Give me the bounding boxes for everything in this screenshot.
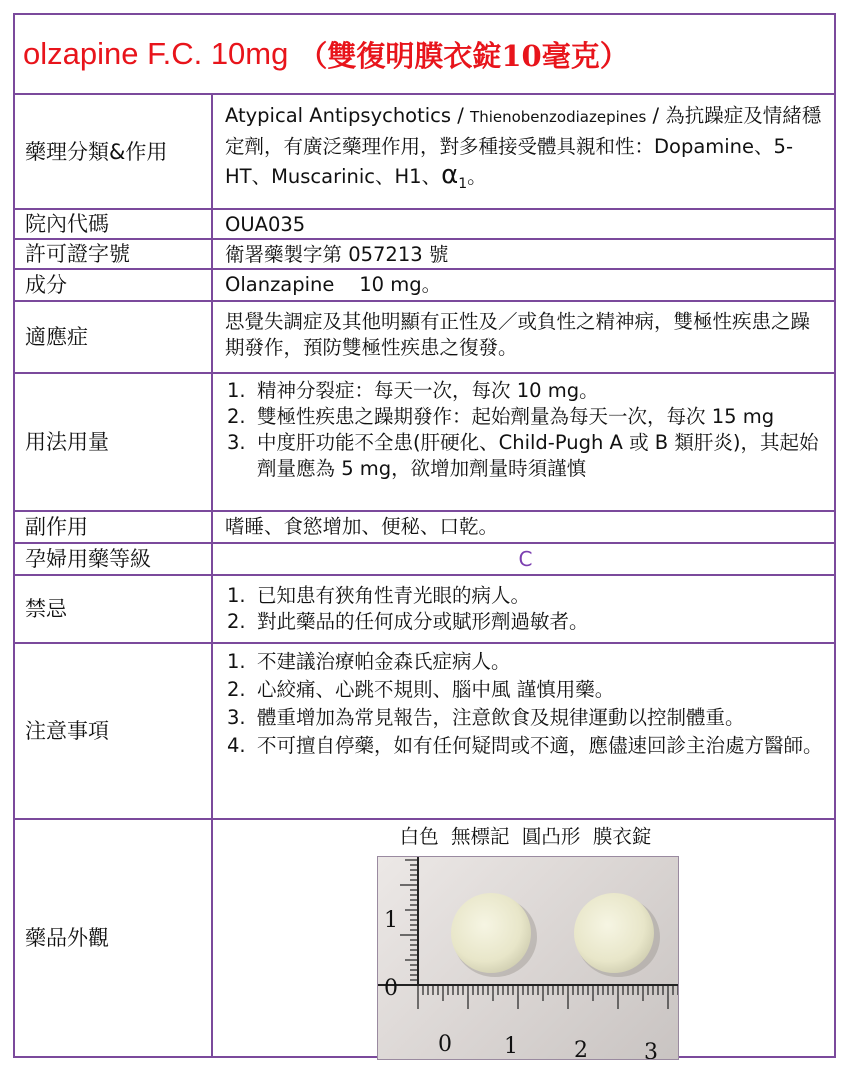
label-side-effects: 副作用 [15, 512, 213, 542]
row-license [15, 238, 834, 268]
label-precautions: 注意事項 [15, 644, 213, 818]
alpha-subscript: 1 [458, 175, 468, 192]
label-ingredient: 成分 [15, 270, 213, 300]
alpha-symbol: α [441, 160, 459, 190]
ruler-graphic [378, 857, 679, 1060]
list-item: 4. 不可擅自停藥，如有任何疑問或不適，應儘速回診主治處方醫師。 [227, 734, 823, 757]
title-row [15, 15, 834, 93]
value-precautions [215, 644, 834, 818]
value-contraindications [215, 576, 834, 642]
row-contraindications [15, 574, 834, 642]
dosage-list [225, 378, 826, 482]
precautions-list [225, 648, 826, 760]
ruler-v-label-0: 0 [384, 976, 398, 1001]
label-indication: 適應症 [15, 302, 213, 372]
ruler-h-label-2: 2 [574, 1038, 588, 1060]
row-dosage [15, 372, 834, 510]
row-appearance [15, 818, 834, 1060]
tablet-2 [574, 893, 654, 973]
row-ingredient [15, 268, 834, 300]
pharm-subclass: Thienobenzodiazepines [470, 108, 647, 126]
row-code [15, 208, 834, 238]
appearance-caption: 白色 無標記 圓凸形 膜衣錠 [399, 825, 652, 848]
drug-info-sheet [13, 13, 836, 1058]
tablet-1 [451, 893, 531, 973]
value-indication: 思覺失調症及其他明顯有正性及／或負性之精神病，雙極性疾患之躁期發作，預防雙極性疾患之復發。 [225, 310, 811, 359]
pharm-class: Atypical Antipsychotics / [225, 104, 471, 127]
value-code: OUA035 [225, 213, 306, 236]
ruler-h-label-0: 0 [438, 1032, 452, 1057]
row-precautions [15, 642, 834, 818]
pharm-end: 。 [467, 165, 487, 188]
value-appearance [215, 820, 834, 1060]
list-item: 2. 心絞痛、心跳不規則、腦中風 謹慎用藥。 [227, 678, 615, 701]
pharm-description: / 為抗躁症及情緒穩定劑，有廣泛藥理作用，對多種接受體具親和性：Dopamine、5-HT、Muscarinic、H1、 [225, 104, 822, 188]
label-dosage: 用法用量 [15, 374, 213, 510]
label-contraindications: 禁忌 [15, 576, 213, 642]
value-pharmacology [215, 95, 834, 208]
value-side-effects: 嗜睡、食慾增加、便秘、口乾。 [225, 515, 499, 538]
list-item: 1. 精神分裂症：每天一次，每次 10 mg。 [227, 379, 599, 402]
label-pregnancy: 孕婦用藥等級 [15, 544, 213, 574]
row-side-effects [15, 510, 834, 542]
row-pregnancy [15, 542, 834, 574]
ruler-h-label-3: 3 [644, 1040, 658, 1060]
list-item: 2. 對此藥品的任何成分或賦形劑過敏者。 [227, 610, 589, 633]
list-item: 2. 雙極性疾患之躁期發作：起始劑量為每天一次，每次 15 mg [227, 405, 775, 428]
list-item: 1. 已知患有狹角性青光眼的病人。 [227, 584, 531, 607]
row-pharmacology [15, 93, 834, 208]
row-indication [15, 300, 834, 372]
label-code: 院內代碼 [15, 210, 213, 238]
label-appearance: 藥品外觀 [15, 820, 213, 1056]
list-item: 3. 中度肝功能不全患(肝硬化、Child-Pugh A 或 B 類肝炎)，其起始劑量應為 5 mg，欲增加劑量時須謹慎 [227, 431, 819, 480]
list-item: 3. 體重增加為常見報告，注意飲食及規律運動以控制體重。 [227, 706, 745, 729]
label-pharmacology: 藥理分類&作用 [15, 95, 213, 208]
list-item: 1. 不建議治療帕金森氏症病人。 [227, 650, 511, 673]
ruler-v-label-1: 1 [384, 908, 398, 933]
value-ingredient: Olanzapine 10 mg。 [225, 273, 442, 296]
tablet-photo [377, 856, 679, 1060]
contraindications-list [225, 583, 826, 635]
label-license: 許可證字號 [15, 240, 213, 268]
value-pregnancy-grade: C [518, 547, 533, 571]
title-english: olzapine F.C. 10mg [23, 36, 289, 71]
value-dosage [215, 374, 834, 510]
title-chinese: （雙復明膜衣錠10毫克） [298, 38, 629, 73]
ruler-h-label-1: 1 [504, 1034, 518, 1059]
value-license: 衛署藥製字第 057213 號 [225, 243, 449, 266]
